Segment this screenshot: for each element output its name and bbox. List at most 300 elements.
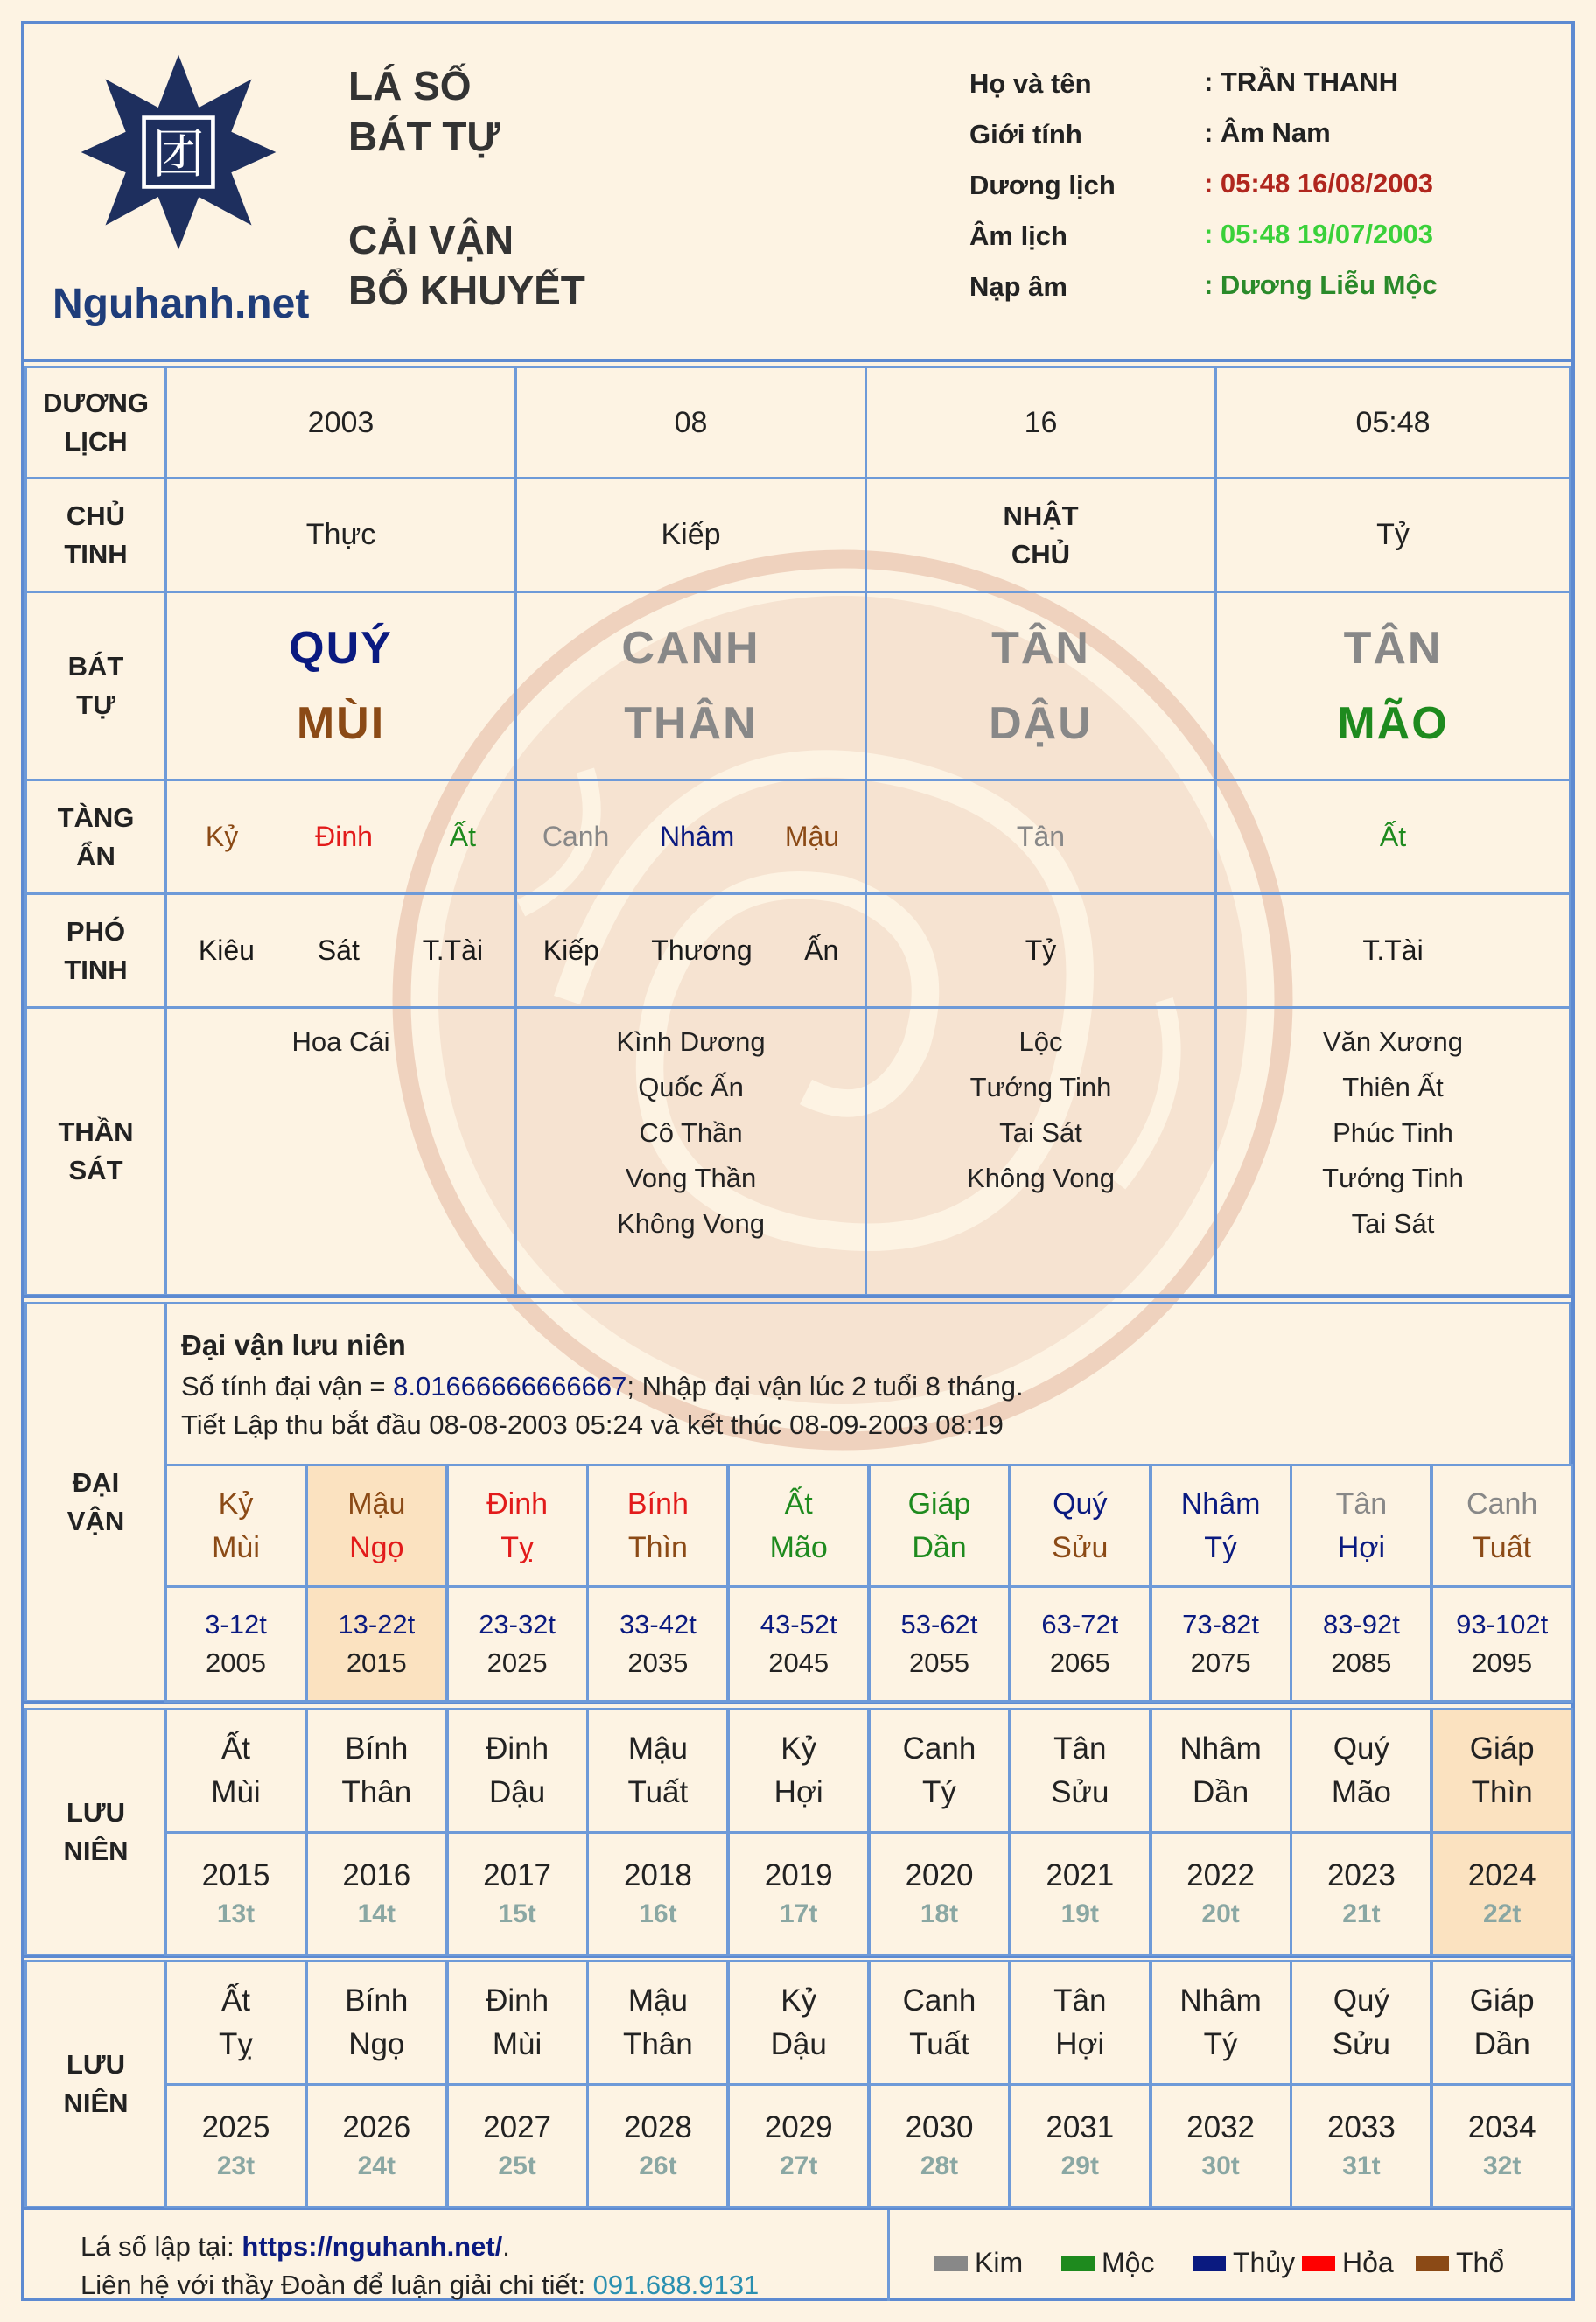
luu-nien-pillar xyxy=(1009,1960,1152,2086)
row-label-text: TINH xyxy=(64,538,128,570)
luu-nien-chi: Tỵ xyxy=(219,2027,253,2061)
luu-nien-can: Quý xyxy=(1333,1983,1390,2018)
luu-nien-year-cell xyxy=(164,1831,307,1956)
tang-an-year xyxy=(164,779,517,895)
dai-van-age-range: 63-72t xyxy=(1041,1609,1119,1640)
luu-nien-year: 2032 xyxy=(1186,2109,1256,2144)
than-sat-day xyxy=(864,1006,1217,1297)
than-sat-item: Không Vong xyxy=(967,1163,1115,1193)
info-value-gender: : Âm Nam xyxy=(1204,117,1331,148)
logo-glyph: 团 xyxy=(151,124,206,186)
dai-van-pillar xyxy=(1290,1464,1432,1588)
than-sat-item: Kình Dương xyxy=(616,1026,766,1057)
dai-van-can: Ất xyxy=(784,1487,813,1521)
dai-van-can: Canh xyxy=(1466,1487,1538,1521)
thien-can: CANH xyxy=(621,623,760,674)
tang-an-item: Mậu xyxy=(784,821,840,852)
luu-nien-year: 2016 xyxy=(342,1857,411,1892)
dai-van-age xyxy=(1290,1585,1432,1703)
luu-nien-year: 2018 xyxy=(623,1857,692,1892)
dai-van-age-range: 23-32t xyxy=(479,1609,556,1640)
luu-nien-age: 24t xyxy=(357,2151,396,2180)
luu-nien-chi: Tý xyxy=(1203,2027,1238,2061)
luu-nien-year: 2021 xyxy=(1046,1857,1115,1892)
luu-nien-chi: Thìn xyxy=(1471,1775,1533,1809)
legend-moc xyxy=(1061,2247,1154,2279)
luu-nien-can: Bính xyxy=(345,1983,409,2018)
dai-van-year: 2095 xyxy=(1472,1647,1533,1678)
header xyxy=(24,24,1572,360)
tang-an-item: Ất xyxy=(1379,821,1407,852)
luu-nien-pillar xyxy=(446,1960,589,2086)
luu-nien-year-cell xyxy=(305,2083,448,2208)
row-label-text: BÁT xyxy=(67,651,124,682)
row-label-text: LƯU xyxy=(66,1797,126,1828)
dai-van-year: 2015 xyxy=(346,1647,407,1678)
chart-frame xyxy=(21,21,1575,2301)
luu-nien-pillar xyxy=(305,1960,448,2086)
dai-van-age xyxy=(164,1585,307,1703)
row-label-text: VẬN xyxy=(66,1506,125,1536)
luu-nien-pillar xyxy=(868,1960,1011,2086)
dai-van-info xyxy=(164,1302,1572,1466)
dai-van-pillar xyxy=(1431,1464,1573,1588)
dai-van-can: Nhâm xyxy=(1180,1487,1261,1521)
dai-van-year: 2055 xyxy=(909,1647,970,1678)
nhat-chu-text: NHẬT xyxy=(1003,500,1079,531)
row-label-text: LƯU xyxy=(66,2049,126,2080)
row-label-text: THẦN xyxy=(58,1116,134,1147)
text: . xyxy=(502,2231,510,2262)
legend-swatch xyxy=(1061,2256,1095,2271)
bat-tu-year xyxy=(164,591,517,781)
luu-nien-year-cell xyxy=(868,2083,1011,2208)
luu-nien-pillar xyxy=(164,1960,307,2086)
dai-van-age-range: 93-102t xyxy=(1456,1609,1549,1640)
than-sat-item: Quốc Ấn xyxy=(638,1072,744,1102)
luu-nien-age: 28t xyxy=(920,2151,959,2180)
luu-nien-can: Mậu xyxy=(627,1983,688,2018)
dai-van-age-range: 73-82t xyxy=(1182,1609,1260,1640)
luu-nien-year-cell xyxy=(727,1831,870,1956)
luu-nien-pillar xyxy=(446,1708,589,1834)
text: Lá số lập tại: xyxy=(80,2231,242,2262)
row-label-text: PHÓ xyxy=(66,915,126,947)
dai-van-pillar xyxy=(727,1464,870,1588)
luu-nien-chi: Hợi xyxy=(1055,2027,1105,2061)
website-link[interactable]: https://nguhanh.net/ xyxy=(242,2231,503,2262)
phone-link[interactable]: 091.688.9131 xyxy=(592,2270,760,2300)
luu-nien-pillar xyxy=(1290,1960,1432,2086)
luu-nien-age: 27t xyxy=(780,2151,818,2180)
pho-tinh-item: Kiêu xyxy=(198,934,255,966)
luu-nien-age: 14t xyxy=(357,1899,396,1928)
thien-can: TÂN xyxy=(991,623,1090,674)
luu-nien-year: 2015 xyxy=(201,1857,270,1892)
pho-tinh-day xyxy=(864,892,1217,1009)
dai-van-chi: Mùi xyxy=(212,1531,260,1564)
dai-van-chi: Hợi xyxy=(1337,1531,1386,1564)
chu-tinh-hour: Tỷ xyxy=(1214,477,1572,593)
dai-van-chi: Thìn xyxy=(627,1531,688,1564)
dai-van-pillar xyxy=(1009,1464,1152,1588)
info-value-lunar: : 05:48 19/07/2003 xyxy=(1204,219,1433,249)
dai-van-year: 2045 xyxy=(768,1647,830,1678)
chu-tinh-day xyxy=(864,477,1217,593)
than-sat-month xyxy=(514,1006,867,1297)
dai-van-pillar xyxy=(868,1464,1011,1588)
dai-van-age xyxy=(727,1585,870,1703)
luu-nien-age: 18t xyxy=(920,1899,959,1928)
dai-van-can: Bính xyxy=(626,1487,689,1521)
than-sat-item: Vong Thần xyxy=(625,1163,757,1193)
dai-van-can: Kỷ xyxy=(218,1487,254,1521)
duong-lich-month: 08 xyxy=(514,366,867,479)
row-label-dai-van xyxy=(24,1302,167,1703)
luu-nien-pillar xyxy=(1431,1708,1573,1834)
row-label-than-sat xyxy=(24,1006,167,1297)
row-label-text: ẨN xyxy=(76,840,116,871)
luu-nien-chi: Hợi xyxy=(774,1775,823,1809)
than-sat-item: Không Vong xyxy=(617,1208,765,1239)
info-label-napam: Nạp âm xyxy=(970,271,1068,302)
luu-nien-year-cell xyxy=(1431,1831,1573,1956)
text: ; Nhập đại vận lúc 2 tuổi 8 tháng. xyxy=(626,1371,1024,1402)
dai-van-age xyxy=(1009,1585,1152,1703)
luu-nien-chi: Sửu xyxy=(1051,1775,1110,1809)
dai-van-age-range: 3-12t xyxy=(205,1609,267,1640)
dai-van-can: Đinh xyxy=(486,1487,549,1521)
than-sat-item: Tướng Tinh xyxy=(1322,1163,1464,1193)
info-label-solar: Dương lịch xyxy=(970,170,1116,200)
luu-nien-year: 2031 xyxy=(1046,2109,1115,2144)
info-label-lunar: Âm lịch xyxy=(970,220,1068,251)
dai-van-year: 2085 xyxy=(1331,1647,1392,1678)
than-sat-item: Hoa Cái xyxy=(291,1026,390,1057)
title-line-3: CẢI VẬN xyxy=(348,217,514,262)
footer-line-2 xyxy=(80,2270,759,2301)
luu-nien-age: 31t xyxy=(1342,2151,1381,2180)
luu-nien-age: 16t xyxy=(639,1899,677,1928)
luu-nien-year: 2027 xyxy=(483,2109,552,2144)
luu-nien-age: 21t xyxy=(1342,1899,1381,1928)
luu-nien-year-cell xyxy=(586,1831,729,1956)
luu-nien-pillar xyxy=(868,1708,1011,1834)
tang-an-month xyxy=(514,779,867,895)
than-sat-item: Văn Xương xyxy=(1322,1026,1463,1057)
luu-nien-pillar xyxy=(1290,1708,1432,1834)
dai-van-line-1 xyxy=(181,1367,1024,1406)
luu-nien-chi: Dậu xyxy=(770,2027,827,2061)
info-value-solar: : 05:48 16/08/2003 xyxy=(1204,168,1433,199)
luu-nien-pillar xyxy=(1431,1960,1573,2086)
luu-nien-can: Đinh xyxy=(486,1983,550,2018)
than-sat-item: Tai Sát xyxy=(999,1117,1082,1148)
duong-lich-hour: 05:48 xyxy=(1214,366,1572,479)
info-value-name: : TRẦN THANH xyxy=(1204,66,1399,97)
row-label-pho-tinh xyxy=(24,892,167,1009)
star-logo-icon xyxy=(77,51,280,254)
dai-van-age xyxy=(1431,1585,1573,1703)
luu-nien-year-cell xyxy=(164,2083,307,2208)
row-label-text: TÀNG xyxy=(57,801,135,833)
luu-nien-pillar xyxy=(586,1960,729,2086)
luu-nien-year: 2029 xyxy=(764,2109,833,2144)
pho-tinh-item: Tỷ xyxy=(1025,934,1057,966)
luu-nien-chi: Mùi xyxy=(492,2027,542,2061)
dai-van-pillar xyxy=(305,1464,448,1588)
dai-van-pillar xyxy=(446,1464,589,1588)
row-label-bat-tu xyxy=(24,591,167,781)
bat-tu-hour xyxy=(1214,591,1572,781)
tang-an-item: Tân xyxy=(1016,821,1066,852)
row-label-text: TỰ xyxy=(76,689,116,720)
luu-nien-year: 2034 xyxy=(1467,2109,1536,2144)
dai-van-age-range: 43-52t xyxy=(760,1609,837,1640)
pho-tinh-item: Kiếp xyxy=(542,934,599,966)
dai-van-chi: Tuất xyxy=(1473,1531,1532,1564)
dai-van-chi: Dần xyxy=(912,1531,967,1564)
dia-chi: MÃO xyxy=(1337,698,1449,749)
chu-tinh-month: Kiếp xyxy=(514,477,867,593)
dai-van-year: 2035 xyxy=(627,1647,689,1678)
than-sat-item: Thiên Ất xyxy=(1342,1072,1444,1102)
luu-nien-can: Nhâm xyxy=(1180,1731,1262,1766)
luu-nien-age: 17t xyxy=(780,1899,818,1928)
legend-tho xyxy=(1416,2247,1504,2279)
luu-nien-chi: Mão xyxy=(1331,1775,1391,1809)
pho-tinh-item: T.Tài xyxy=(1362,934,1424,966)
luu-nien-age: 15t xyxy=(498,1899,536,1928)
luu-nien-can: Bính xyxy=(345,1731,409,1766)
luu-nien-year: 2024 xyxy=(1467,1857,1536,1892)
pho-tinh-item: Sát xyxy=(317,934,360,966)
luu-nien-pillar xyxy=(305,1708,448,1834)
luu-nien-chi: Tý xyxy=(922,1775,956,1809)
legend-swatch xyxy=(934,2256,968,2271)
title-line-1: LÁ SỐ xyxy=(348,63,472,108)
thien-can: TÂN xyxy=(1343,623,1443,674)
luu-nien-chi: Tuất xyxy=(627,1775,689,1809)
dai-van-can: Mậu xyxy=(347,1487,406,1521)
luu-nien-can: Ất xyxy=(220,1983,251,2018)
luu-nien-year-cell xyxy=(727,2083,870,2208)
divider xyxy=(24,359,1572,362)
dai-van-can: Quý xyxy=(1053,1487,1108,1521)
tang-an-item: Canh xyxy=(542,821,610,852)
pho-tinh-year xyxy=(164,892,517,1009)
luu-nien-pillar xyxy=(586,1708,729,1834)
dai-van-year: 2005 xyxy=(206,1647,266,1678)
dai-van-chi: Sửu xyxy=(1052,1531,1109,1564)
dai-van-age-range: 33-42t xyxy=(619,1609,696,1640)
than-sat-item: Tướng Tinh xyxy=(970,1072,1112,1102)
luu-nien-year: 2019 xyxy=(764,1857,833,1892)
than-sat-item: Cô Thần xyxy=(639,1117,743,1148)
legend-label: Mộc xyxy=(1102,2247,1155,2278)
luu-nien-pillar xyxy=(727,1960,870,2086)
luu-nien-chi: Dần xyxy=(1474,2027,1530,2061)
dai-van-chi: Ngọ xyxy=(349,1531,404,1564)
title-line-4: BỔ KHUYẾT xyxy=(348,268,585,313)
luu-nien-age: 30t xyxy=(1201,2151,1240,2180)
luu-nien-can: Kỷ xyxy=(780,1731,817,1766)
dai-van-year: 2075 xyxy=(1190,1647,1251,1678)
luu-nien-pillar xyxy=(1150,1708,1292,1834)
dai-van-can: Giáp xyxy=(907,1487,971,1521)
site-name[interactable]: Nguhanh.net xyxy=(52,281,310,327)
tang-an-item: Kỷ xyxy=(205,821,239,852)
dai-van-can: Tân xyxy=(1335,1487,1388,1521)
bat-tu-day xyxy=(864,591,1217,781)
dai-van-age xyxy=(305,1585,448,1703)
dai-van-age-range: 13-22t xyxy=(338,1609,416,1640)
row-label-text: NIÊN xyxy=(63,2088,129,2118)
luu-nien-year-cell xyxy=(1431,2083,1573,2208)
dai-van-chi: Mão xyxy=(769,1531,828,1564)
legend-swatch xyxy=(1302,2256,1335,2271)
dai-van-year: 2065 xyxy=(1049,1647,1110,1678)
tang-an-item: Nhâm xyxy=(659,821,735,852)
bat-tu-month xyxy=(514,591,867,781)
row-label-text: NIÊN xyxy=(63,1836,129,1866)
than-sat-year xyxy=(164,1006,517,1297)
luu-nien-year-cell xyxy=(1009,2083,1152,2208)
luu-nien-year: 2017 xyxy=(483,1857,552,1892)
luu-nien-year-cell xyxy=(446,1831,589,1956)
luu-nien-chi: Dậu xyxy=(488,1775,546,1809)
legend-swatch xyxy=(1416,2256,1449,2271)
pho-tinh-item: Thương xyxy=(651,934,752,966)
than-sat-item: Tai Sát xyxy=(1351,1208,1435,1239)
luu-nien-can: Tân xyxy=(1054,1731,1107,1766)
luu-nien-year: 2022 xyxy=(1186,1857,1256,1892)
dai-van-age xyxy=(1150,1585,1292,1703)
luu-nien-can: Đinh xyxy=(486,1731,550,1766)
dai-van-pillar xyxy=(1150,1464,1292,1588)
luu-nien-year-cell xyxy=(1150,1831,1292,1956)
luu-nien-pillar xyxy=(1150,1960,1292,2086)
luu-nien-chi: Ngọ xyxy=(348,2027,405,2061)
luu-nien-chi: Thân xyxy=(341,1775,412,1809)
luu-nien-can: Mậu xyxy=(627,1731,688,1766)
nhat-chu-text: CHỦ xyxy=(1011,538,1071,570)
luu-nien-year: 2020 xyxy=(905,1857,974,1892)
luu-nien-chi: Dần xyxy=(1192,1775,1250,1809)
dai-van-pillar xyxy=(164,1464,307,1588)
dai-van-heading: Đại vận lưu niên xyxy=(181,1329,406,1361)
row-label-luu-nien-2 xyxy=(24,1960,167,2208)
dai-van-age xyxy=(446,1585,589,1703)
luu-nien-age: 29t xyxy=(1060,2151,1099,2180)
luu-nien-pillar xyxy=(164,1708,307,1834)
row-label-text: TINH xyxy=(64,954,128,985)
row-label-text: LỊCH xyxy=(64,426,128,457)
luu-nien-age: 20t xyxy=(1201,1899,1240,1928)
luu-nien-can: Canh xyxy=(902,1983,976,2018)
luu-nien-pillar xyxy=(727,1708,870,1834)
luu-nien-chi: Thân xyxy=(623,2027,693,2061)
luu-nien-year-cell xyxy=(1290,1831,1432,1956)
dai-van-chi: Tỵ xyxy=(500,1531,534,1564)
dai-van-year: 2025 xyxy=(486,1647,548,1678)
luu-nien-year: 2033 xyxy=(1326,2109,1396,2144)
row-label-text: SÁT xyxy=(68,1155,123,1185)
luu-nien-year: 2030 xyxy=(905,2109,974,2144)
luu-nien-chi: Tuất xyxy=(909,2027,970,2061)
dai-van-age-range: 83-92t xyxy=(1322,1609,1400,1640)
info-label-name: Họ và tên xyxy=(970,68,1092,99)
dai-van-age-range: 53-62t xyxy=(900,1609,978,1640)
text: Liên hệ với thầy Đoàn để luận giải chi tiết: xyxy=(80,2270,593,2300)
so-tinh-dai-van: 8.01666666666667 xyxy=(393,1371,627,1402)
luu-nien-age: 23t xyxy=(216,2151,256,2180)
row-label-text: ĐẠI xyxy=(72,1467,120,1498)
luu-nien-year-cell xyxy=(1009,1831,1152,1956)
pho-tinh-month xyxy=(514,892,867,1009)
legend-swatch xyxy=(1193,2256,1226,2271)
dai-van-chi: Tý xyxy=(1204,1531,1237,1564)
thien-can: QUÝ xyxy=(289,623,393,674)
row-label-luu-nien-1 xyxy=(24,1708,167,1956)
legend-label: Hỏa xyxy=(1342,2247,1394,2278)
luu-nien-chi: Sửu xyxy=(1332,2027,1391,2061)
dai-van-age xyxy=(586,1585,729,1703)
dia-chi: THÂN xyxy=(624,698,758,749)
luu-nien-chi: Mùi xyxy=(211,1775,261,1809)
luu-nien-can: Giáp xyxy=(1469,1731,1535,1766)
luu-nien-age: 32t xyxy=(1483,2151,1522,2180)
luu-nien-year-cell xyxy=(868,1831,1011,1956)
luu-nien-can: Kỷ xyxy=(780,1983,817,2018)
tang-an-item: Ất xyxy=(449,821,477,852)
luu-nien-year: 2026 xyxy=(342,2109,411,2144)
luu-nien-age: 19t xyxy=(1060,1899,1099,1928)
luu-nien-pillar xyxy=(1009,1708,1152,1834)
title-line-2: BÁT TỰ xyxy=(348,114,500,159)
luu-nien-year: 2028 xyxy=(623,2109,692,2144)
dia-chi: MÙI xyxy=(296,698,386,749)
luu-nien-can: Giáp xyxy=(1469,1983,1535,2018)
row-label-duong-lich xyxy=(24,366,167,479)
legend-kim xyxy=(934,2247,1023,2279)
dai-van-line-2: Tiết Lập thu bắt đầu 08-08-2003 05:24 và kết thúc 08-09-2003 08:19 xyxy=(181,1409,1004,1440)
luu-nien-age: 13t xyxy=(216,1899,256,1928)
dia-chi: DẬU xyxy=(989,698,1093,749)
legend-label: Thủy xyxy=(1233,2247,1296,2278)
row-label-text: CHỦ xyxy=(66,500,126,531)
luu-nien-age: 22t xyxy=(1483,1899,1522,1928)
luu-nien-year-cell xyxy=(586,2083,729,2208)
luu-nien-year: 2025 xyxy=(201,2109,270,2144)
divider xyxy=(24,1295,1572,1298)
dai-van-pillar xyxy=(586,1464,729,1588)
luu-nien-can: Quý xyxy=(1333,1731,1390,1766)
legend-label: Kim xyxy=(975,2247,1024,2278)
chu-tinh-year: Thực xyxy=(164,477,517,593)
legend-label: Thổ xyxy=(1456,2247,1505,2278)
luu-nien-year-cell xyxy=(1150,2083,1292,2208)
luu-nien-year-cell xyxy=(446,2083,589,2208)
luu-nien-year: 2023 xyxy=(1326,1857,1396,1892)
luu-nien-can: Tân xyxy=(1054,1983,1107,2018)
row-label-text: DƯƠNG xyxy=(42,388,150,418)
text: Số tính đại vận = xyxy=(181,1371,394,1402)
duong-lich-day: 16 xyxy=(864,366,1217,479)
luu-nien-can: Nhâm xyxy=(1180,1983,1262,2018)
luu-nien-can: Canh xyxy=(902,1731,976,1766)
pho-tinh-item: Ấn xyxy=(804,934,839,966)
